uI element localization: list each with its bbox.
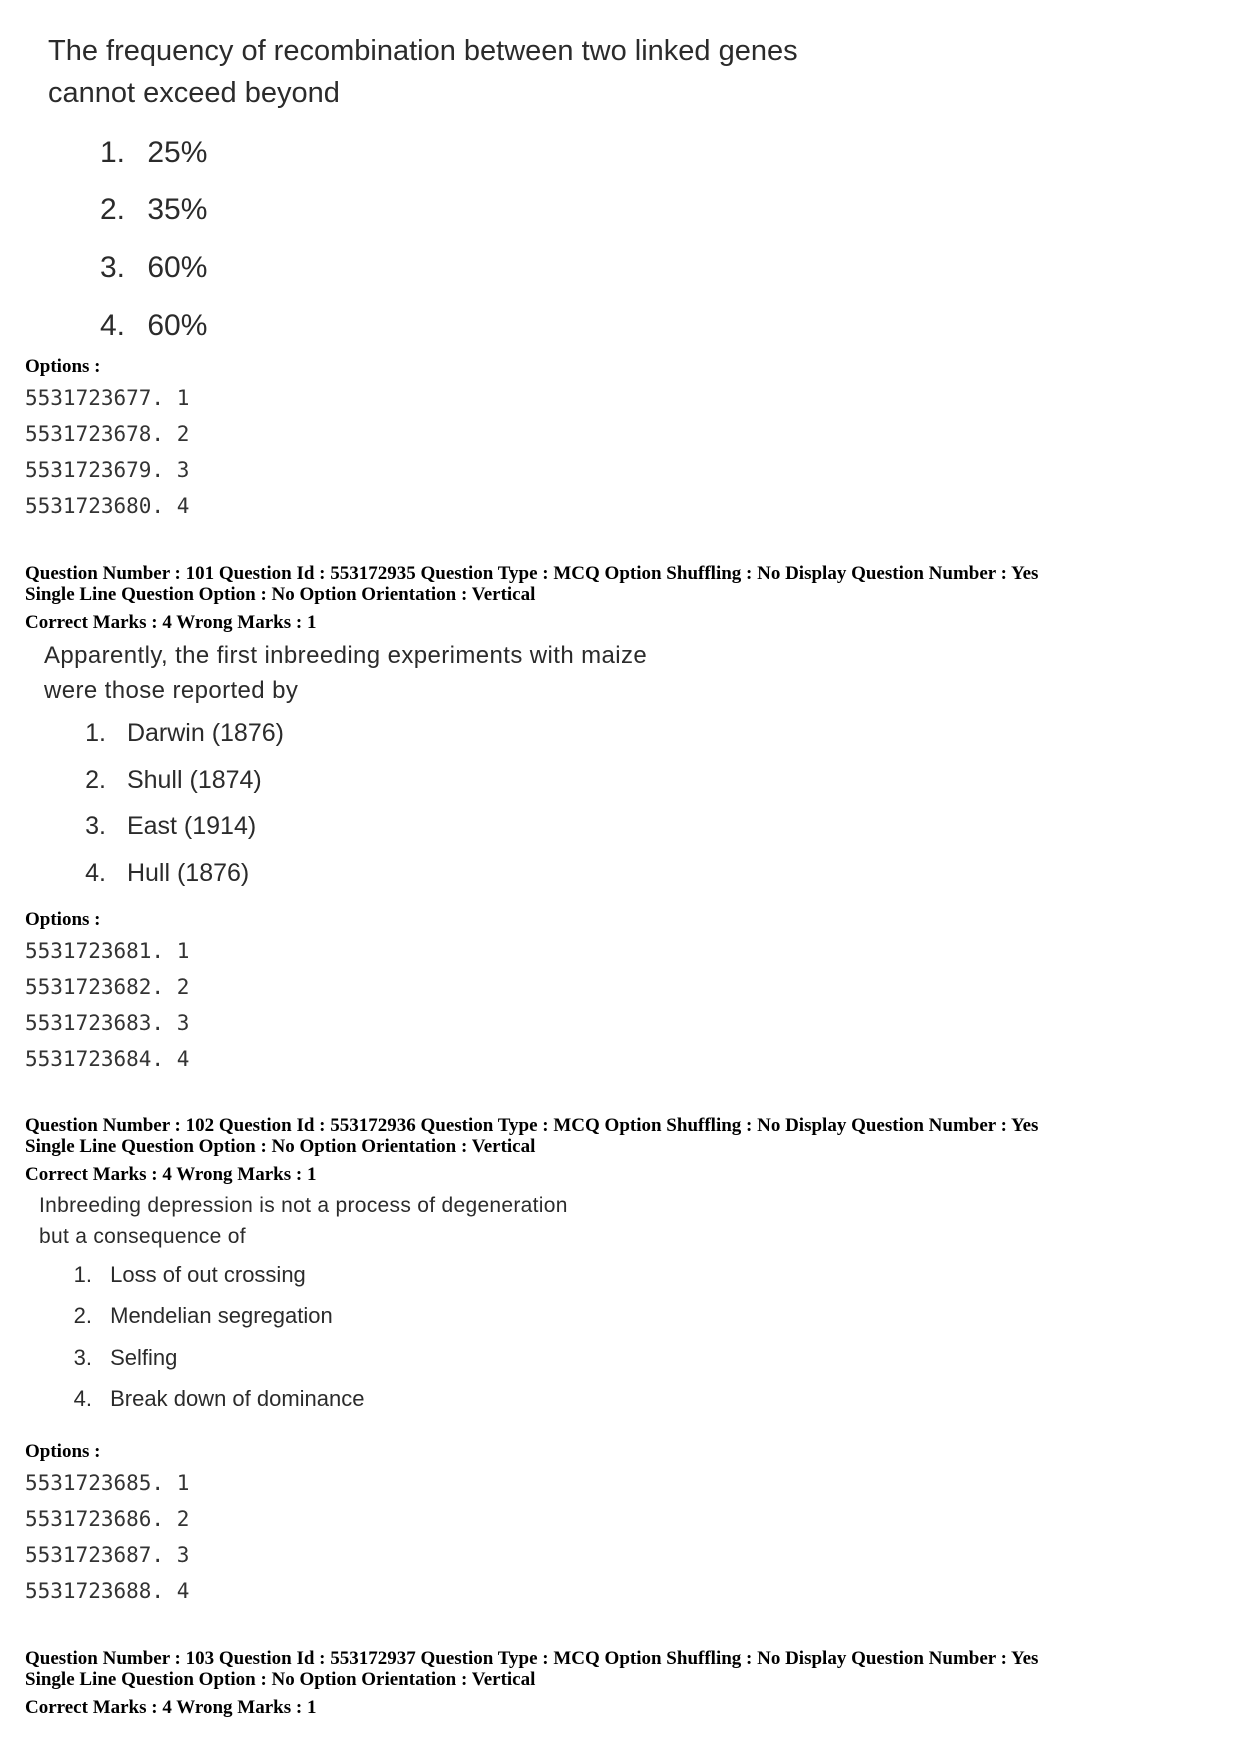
- question-meta-line: Question Number : 103 Question Id : 553172937 Question Type : MCQ Option Shuffling : No Display Question Number : Yes: [25, 1648, 1039, 1669]
- question-100-stem: The frequency of recombination between two linked genes cannot exceed beyond: [48, 35, 798, 109]
- question-101-choice-2: 2. Shull (1874): [85, 766, 262, 794]
- option-id: 5531723687. 3: [25, 1543, 190, 1567]
- question-100-choice-1: 1. 25%: [99, 136, 208, 169]
- option-id: 5531723681. 1: [25, 939, 190, 963]
- option-id: 5531723685. 1: [25, 1471, 190, 1495]
- question-meta-line: Single Line Question Option : No Option Orientation : Vertical: [25, 1136, 536, 1157]
- option-id: 5531723679. 3: [25, 458, 190, 482]
- question-meta-line: Question Number : 101 Question Id : 553172935 Question Type : MCQ Option Shuffling : No Display Question Number : Yes: [25, 563, 1039, 584]
- options-label: Options :: [25, 356, 101, 377]
- question-102-choice-4: 4. Break down of dominance: [73, 1386, 365, 1411]
- option-id: 5531723682. 2: [25, 975, 190, 999]
- question-meta-line: Question Number : 102 Question Id : 553172936 Question Type : MCQ Option Shuffling : No Display Question Number : Yes: [25, 1115, 1039, 1136]
- question-102-stem: Inbreeding depression is not a process of degeneration but a consequence of: [39, 1194, 568, 1248]
- question-102-choice-3: 3. Selfing: [73, 1345, 178, 1370]
- option-id: 5531723677. 1: [25, 386, 190, 410]
- option-id: 5531723678. 2: [25, 422, 190, 446]
- options-label: Options :: [25, 1441, 101, 1462]
- question-101-choice-3: 3. East (1914): [85, 812, 257, 840]
- question-101-stem: Apparently, the first inbreeding experiments with maize were those reported by: [44, 642, 648, 704]
- question-meta-line: Single Line Question Option : No Option Orientation : Vertical: [25, 584, 536, 605]
- question-102-choice-1: 1. Loss of out crossing: [73, 1262, 306, 1287]
- question-100-choice-4: 4. 60%: [99, 309, 208, 342]
- question-102-choice-2: 2. Mendelian segregation: [73, 1303, 333, 1328]
- question-100-choice-2: 2. 35%: [99, 193, 208, 226]
- question-marks: Correct Marks : 4 Wrong Marks : 1: [25, 1697, 317, 1718]
- question-meta-line: Single Line Question Option : No Option Orientation : Vertical: [25, 1669, 536, 1690]
- option-id: 5531723684. 4: [25, 1047, 190, 1071]
- question-marks: Correct Marks : 4 Wrong Marks : 1: [25, 1164, 317, 1185]
- option-id: 5531723680. 4: [25, 494, 190, 518]
- question-marks: Correct Marks : 4 Wrong Marks : 1: [25, 612, 317, 633]
- option-id: 5531723686. 2: [25, 1507, 190, 1531]
- option-id: 5531723683. 3: [25, 1011, 190, 1035]
- option-id: 5531723688. 4: [25, 1579, 190, 1603]
- question-101-choice-1: 1. Darwin (1876): [85, 719, 284, 747]
- question-101-choice-4: 4. Hull (1876): [85, 859, 250, 887]
- options-label: Options :: [25, 909, 101, 930]
- question-100-choice-3: 3. 60%: [99, 251, 208, 284]
